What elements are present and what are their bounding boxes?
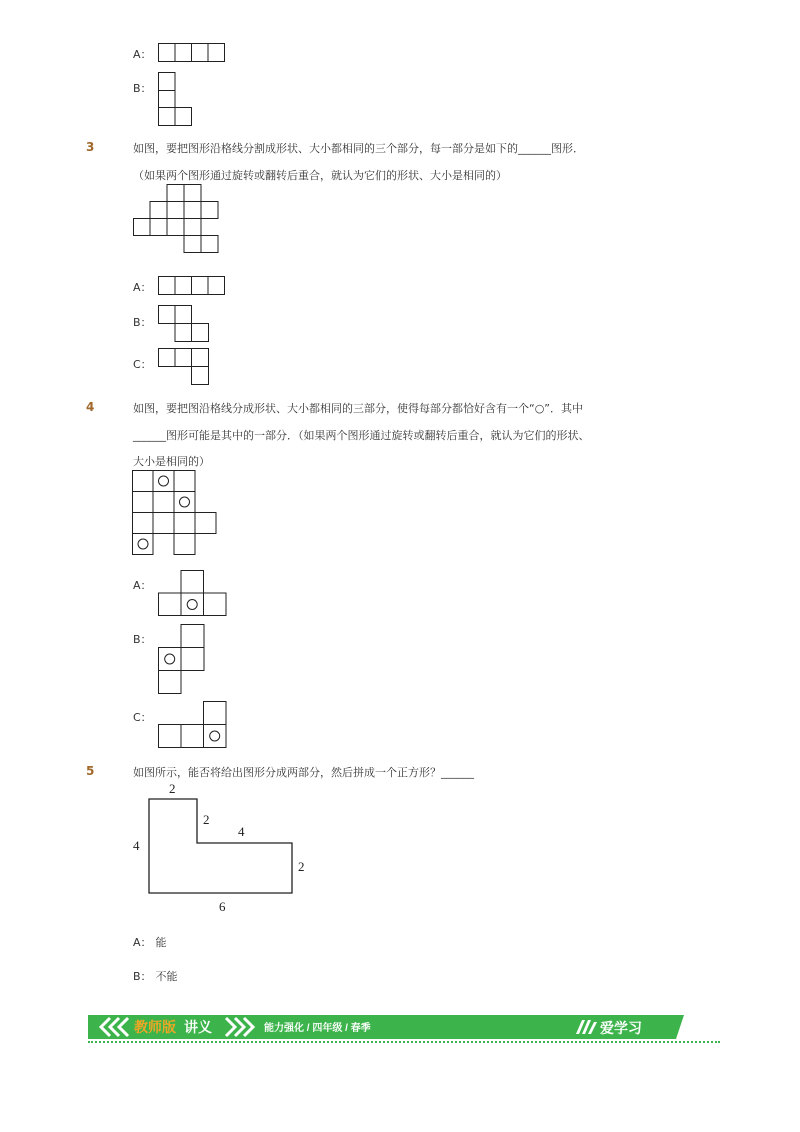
q2-option-a-figure <box>158 43 228 63</box>
cell <box>192 277 209 295</box>
q2-option-b-label: B： <box>133 82 152 95</box>
cell <box>181 725 204 748</box>
q4-text-line3: 大小是相同的） <box>133 455 210 468</box>
footer-bar <box>88 1015 684 1039</box>
dim-bottom: 6 <box>219 899 226 914</box>
q4-text-line1: 如图，要把图沿格线分成形状、大小都相同的三部分，使得每部分都恰好含有一个“○”．其中 <box>133 402 583 415</box>
cell <box>208 277 225 295</box>
cell <box>133 492 154 513</box>
cell <box>208 44 225 62</box>
cell <box>192 349 209 367</box>
cell <box>153 492 174 513</box>
cell <box>174 492 195 513</box>
footer-subtitle: 能力强化 / 四年级 / 春季 <box>264 1023 371 1034</box>
cell <box>133 534 154 555</box>
cell <box>175 277 192 295</box>
cell <box>175 108 192 126</box>
q3-option-a-label: A： <box>133 281 152 294</box>
q3-option-c-figure <box>158 348 214 388</box>
cell <box>195 513 216 534</box>
cell <box>174 534 195 555</box>
dim-right: 2 <box>298 859 305 874</box>
cell <box>159 306 176 324</box>
cell <box>175 324 192 342</box>
footer-band <box>88 1015 684 1039</box>
q5-option-b <box>133 968 178 984</box>
q3-option-b-label: B： <box>133 316 152 329</box>
q3-text-line2: （如果两个图形通过旋转或翻转后重合，就认为它们的形状、大小是相同的） <box>133 169 507 182</box>
l-shape-outline <box>149 799 292 893</box>
q5-option-a-text: 能 <box>155 936 167 949</box>
q3-main-figure <box>133 184 223 258</box>
dim-inner-horizontal: 4 <box>238 824 245 839</box>
cell <box>174 513 195 534</box>
cell <box>133 513 154 534</box>
q4-option-b-figure <box>158 624 208 696</box>
cell <box>150 202 167 219</box>
cell <box>150 219 167 236</box>
cell <box>134 219 151 236</box>
q5-number: 5 <box>86 764 95 778</box>
q4-option-c-figure <box>158 701 230 749</box>
cell <box>181 571 204 594</box>
q4-option-c-label: C： <box>133 711 152 724</box>
q3-option-b-figure <box>158 305 214 345</box>
cell <box>159 44 176 62</box>
cell <box>174 471 195 492</box>
q4-text-line2: ______图形可能是其中的一部分．（如果两个图形通过旋转或翻转后重合，就认为它们的形状、 <box>133 429 590 442</box>
cell <box>153 513 174 534</box>
q5-l-shape-figure <box>130 778 320 918</box>
cell <box>184 185 201 202</box>
cell <box>181 593 204 616</box>
q3-option-c-label: C： <box>133 358 152 371</box>
q4-number: 4 <box>86 400 95 414</box>
cell <box>184 202 201 219</box>
footer-title-main: 教师版 <box>134 1019 176 1035</box>
cell <box>184 219 201 236</box>
q5-text-line1: 如图所示，能否将给出图形分成两部分，然后拼成一个正方形？______ <box>133 766 474 779</box>
cell <box>201 236 218 253</box>
cell <box>167 202 184 219</box>
cell <box>159 349 176 367</box>
footer-brand: 爱学习 <box>600 1020 642 1036</box>
cell <box>192 367 209 385</box>
cell <box>159 648 182 671</box>
cell <box>159 108 176 126</box>
cell <box>175 349 192 367</box>
cell <box>159 725 182 748</box>
q4-option-a-label: A： <box>133 579 152 592</box>
q4-option-b-label: B： <box>133 633 152 646</box>
cell <box>181 625 204 648</box>
cell <box>175 306 192 324</box>
q5-option-a <box>133 934 167 950</box>
cell <box>159 91 176 108</box>
footer-dotted-divider <box>88 1041 720 1043</box>
q3-option-a-figure <box>158 276 228 296</box>
footer-title-sub: 讲义 <box>184 1019 212 1035</box>
cell <box>159 593 182 616</box>
cell <box>192 44 209 62</box>
q5-option-a-label: A： <box>133 936 152 949</box>
cell <box>201 202 218 219</box>
q2-option-a-label: A： <box>133 48 152 61</box>
q5-option-b-label: B： <box>133 970 152 983</box>
dim-inner-vertical: 2 <box>203 812 210 827</box>
q3-text-line1: 如图，要把图形沿格线分割成形状、大小都相同的三个部分，每一部分是如下的______图形． <box>133 142 584 155</box>
q4-option-a-figure <box>158 570 230 618</box>
cell <box>175 44 192 62</box>
dim-top: 2 <box>169 781 176 796</box>
cell <box>204 593 227 616</box>
cell <box>204 702 227 725</box>
cell <box>159 277 176 295</box>
cell <box>167 219 184 236</box>
cell <box>192 324 209 342</box>
dim-left: 4 <box>133 838 140 853</box>
cell <box>204 725 227 748</box>
q4-main-figure <box>132 470 222 556</box>
cell <box>181 648 204 671</box>
cell <box>159 671 182 694</box>
cell <box>167 185 184 202</box>
cell <box>184 236 201 253</box>
q5-option-b-text: 不能 <box>155 970 178 983</box>
cell <box>153 471 174 492</box>
q3-number: 3 <box>86 140 95 154</box>
cell <box>159 73 176 91</box>
cell <box>133 471 154 492</box>
q2-option-b-figure <box>158 72 198 128</box>
